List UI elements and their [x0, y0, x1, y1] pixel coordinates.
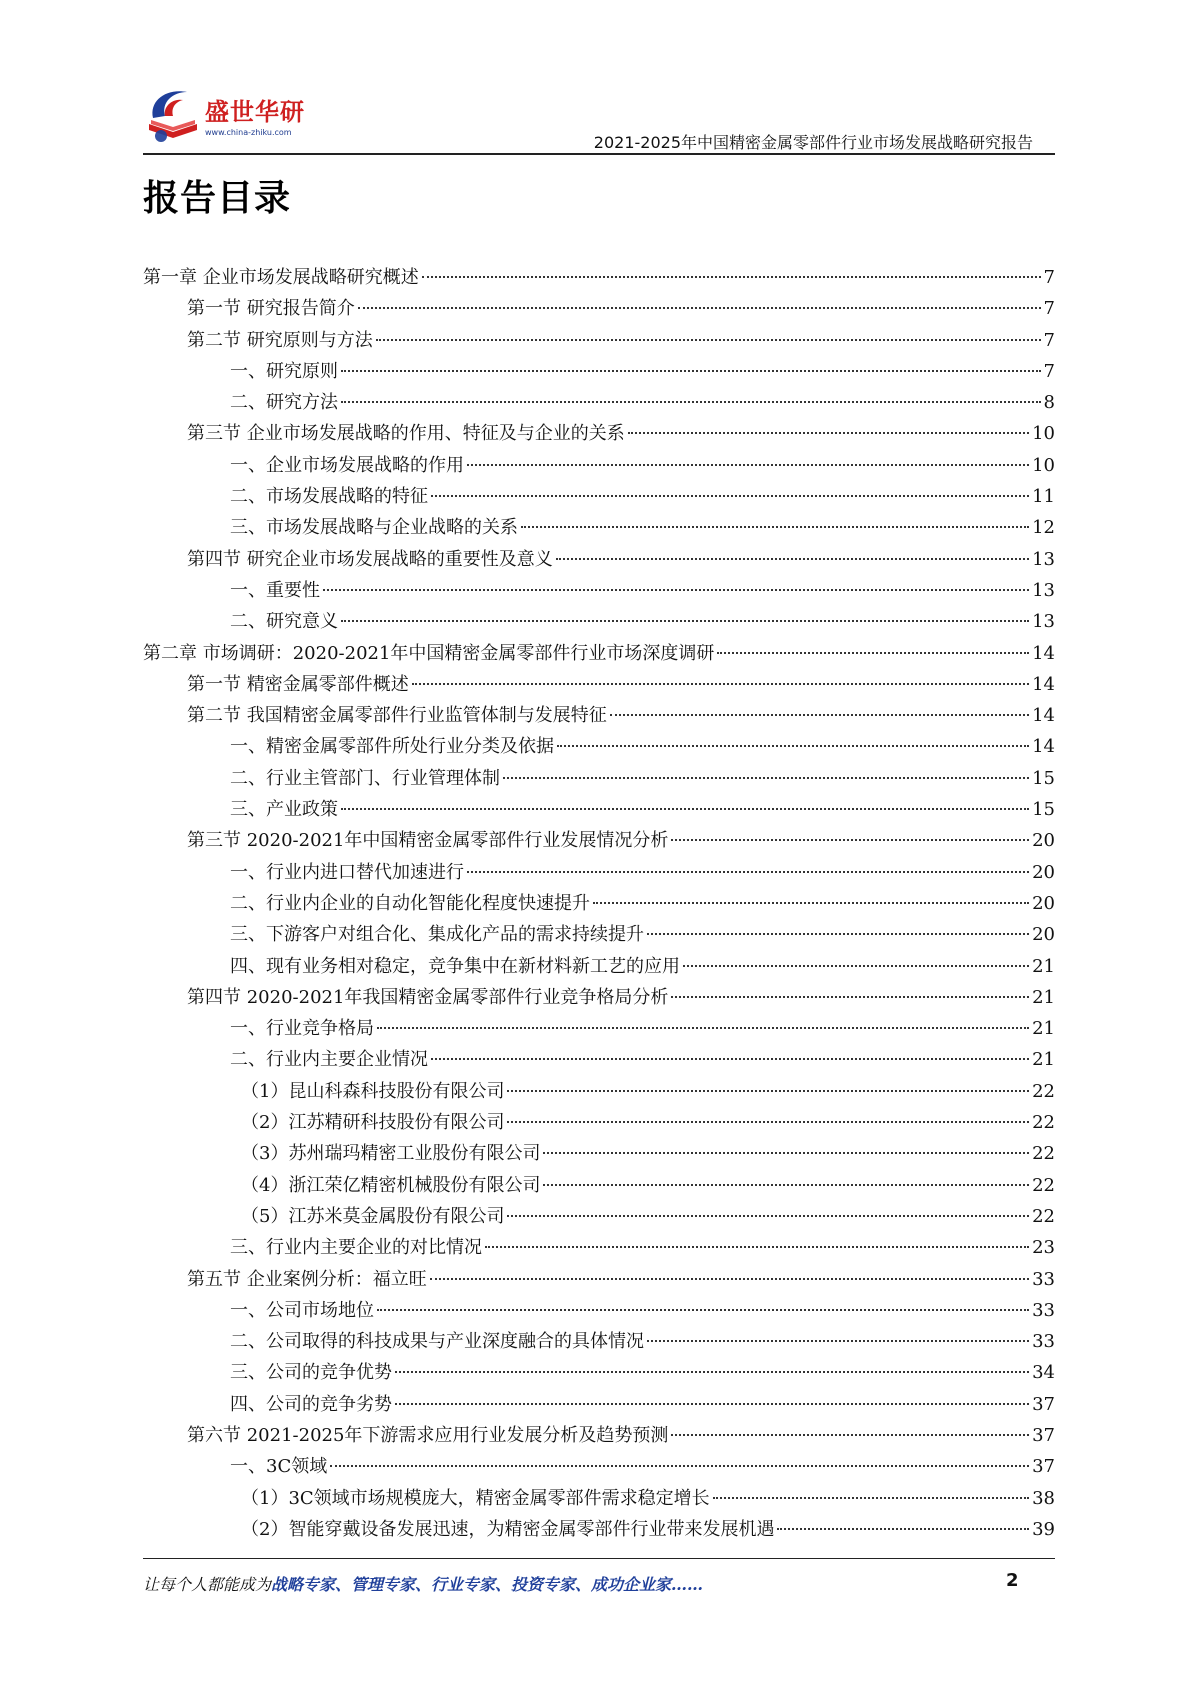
toc-entry-page: 10: [1032, 423, 1055, 445]
toc-entry-page: 7: [1043, 329, 1055, 351]
toc-entry-page: 13: [1032, 579, 1055, 601]
toc-entry[interactable]: [143, 825, 1055, 856]
toc-entry-page: 22: [1032, 1205, 1055, 1227]
page-header: [143, 78, 1055, 158]
toc-entry-label: 第四节 研究企业市场发展战略的重要性及意义: [187, 548, 553, 570]
toc-entry[interactable]: [143, 669, 1055, 700]
toc-entry-label: 三、下游客户对组合化、集成化产品的需求持续提升: [230, 924, 644, 946]
toc-entry-label: 一、公司市场地位: [230, 1299, 374, 1321]
toc-entry[interactable]: [143, 356, 1055, 387]
toc-entry-page: 14: [1032, 705, 1055, 727]
toc-entry-label: 一、行业内进口替代加速进行: [230, 861, 464, 883]
logo-url: www.china-zhiku.com: [205, 128, 292, 137]
toc-entry-label: 三、市场发展战略与企业战略的关系: [230, 517, 518, 539]
toc-entry-label: 第三节 企业市场发展战略的作用、特征及与企业的关系: [187, 423, 625, 445]
toc-entry[interactable]: [143, 544, 1055, 575]
toc-leader-dots: [713, 1497, 1029, 1499]
toc-leader-dots: [507, 1121, 1029, 1123]
toc-entry[interactable]: [143, 731, 1055, 762]
toc-entry[interactable]: [143, 418, 1055, 449]
toc-entry-page: 7: [1043, 267, 1055, 288]
toc-entry-label: （5）江苏米莫金属股份有限公司: [241, 1205, 505, 1227]
toc-entry[interactable]: [143, 763, 1055, 794]
toc-entry[interactable]: [143, 1451, 1055, 1482]
toc-leader-dots: [395, 1403, 1029, 1405]
toc-entry[interactable]: [143, 481, 1055, 512]
slogan-lead: 让每个人都能成为: [143, 1575, 272, 1594]
toc-entry[interactable]: [143, 1076, 1055, 1107]
toc-entry-label: （1）3C领域市场规模庞大，精密金属零部件需求稳定增长: [241, 1487, 710, 1509]
toc-entry[interactable]: [143, 1326, 1055, 1357]
toc-entry[interactable]: [143, 1013, 1055, 1044]
toc-leader-dots: [647, 1340, 1029, 1342]
toc-leader-dots: [422, 276, 1041, 278]
toc-entry[interactable]: [143, 951, 1055, 982]
toc-entry[interactable]: [143, 512, 1055, 543]
toc-leader-dots: [323, 589, 1029, 591]
footer-slogan: [143, 1572, 703, 1595]
toc-leader-dots: [376, 339, 1041, 341]
toc-entry-label: 第一节 研究报告简介: [187, 298, 355, 320]
toc-entry-page: 11: [1032, 486, 1055, 508]
toc-leader-dots: [377, 1309, 1029, 1311]
toc-leader-dots: [671, 1434, 1029, 1436]
report-title: 2021-2025年中国精密金属零部件行业市场发展战略研究报告: [593, 133, 1033, 152]
toc-entry-page: 22: [1032, 1143, 1055, 1165]
toc-entry[interactable]: [143, 888, 1055, 919]
toc-leader-dots: [628, 432, 1029, 434]
toc-entry[interactable]: [143, 325, 1055, 356]
toc-entry-label: 二、行业内主要企业情况: [230, 1049, 428, 1071]
toc-entry-page: 14: [1032, 673, 1055, 695]
toc-entry-page: 37: [1032, 1393, 1055, 1415]
toc-entry-label: 一、研究原则: [230, 360, 338, 382]
toc-entry-page: 15: [1032, 767, 1055, 789]
toc-entry[interactable]: [143, 638, 1055, 669]
toc-leader-dots: [430, 1278, 1029, 1280]
toc-entry[interactable]: [143, 387, 1055, 418]
toc-entry-page: 21: [1032, 955, 1055, 977]
toc-entry-page: 22: [1032, 1080, 1055, 1102]
toc-entry-label: 二、研究意义: [230, 611, 338, 633]
toc-entry-page: 20: [1032, 892, 1055, 914]
toc-leader-dots: [593, 902, 1029, 904]
toc-entry-label: 二、市场发展战略的特征: [230, 486, 428, 508]
toc-entry[interactable]: [143, 1357, 1055, 1388]
toc-leader-dots: [777, 1528, 1029, 1530]
toc-entry-page: 7: [1043, 360, 1055, 382]
toc-entry[interactable]: [143, 1295, 1055, 1326]
toc-leader-dots: [467, 464, 1029, 466]
toc-entry-page: 14: [1032, 736, 1055, 758]
toc-leader-dots: [507, 1215, 1029, 1217]
toc-entry-page: 10: [1032, 454, 1055, 476]
toc-leader-dots: [431, 495, 1029, 497]
toc-entry[interactable]: [143, 1264, 1055, 1295]
toc-entry-label: 一、重要性: [230, 579, 320, 601]
toc-leader-dots: [610, 714, 1029, 716]
toc-entry-page: 7: [1043, 298, 1055, 320]
toc-entry-page: 20: [1032, 861, 1055, 883]
toc-entry-label: 三、行业内主要企业的对比情况: [230, 1237, 482, 1259]
toc-leader-dots: [543, 1152, 1029, 1154]
toc-entry[interactable]: [143, 794, 1055, 825]
toc-entry-label: （2）江苏精研科技股份有限公司: [241, 1112, 505, 1134]
toc-entry[interactable]: [143, 1420, 1055, 1451]
toc-entry-label: 第三节 2020-2021年中国精密金属零部件行业发展情况分析: [187, 830, 669, 852]
toc-entry-page: 33: [1032, 1268, 1055, 1290]
toc-entry-label: （3）苏州瑞玛精密工业股份有限公司: [241, 1143, 541, 1165]
toc-entry-page: 20: [1032, 830, 1055, 852]
header-divider: [143, 153, 1055, 155]
toc-leader-dots: [330, 1465, 1029, 1467]
toc-entry-label: 四、公司的竞争劣势: [230, 1393, 392, 1415]
toc-leader-dots: [377, 1027, 1029, 1029]
toc-leader-dots: [485, 1246, 1029, 1248]
toc-entry-page: 34: [1032, 1362, 1055, 1384]
toc-entry-label: 二、行业主管部门、行业管理体制: [230, 767, 500, 789]
toc-entry-label: 第一节 精密金属零部件概述: [187, 673, 409, 695]
toc-leader-dots: [556, 558, 1029, 560]
toc-entry[interactable]: [143, 1044, 1055, 1075]
toc-entry-page: 37: [1032, 1424, 1055, 1446]
toc-entry-page: 21: [1032, 986, 1055, 1008]
toc-entry-page: 21: [1032, 1018, 1055, 1040]
toc-entry[interactable]: [143, 1389, 1055, 1420]
toc-entry[interactable]: [143, 450, 1055, 481]
toc-leader-dots: [358, 307, 1041, 309]
page-number: 2: [1006, 1570, 1019, 1591]
toc-entry-label: （4）浙江荣亿精密机械股份有限公司: [241, 1174, 541, 1196]
toc-entry-label: 一、3C领域: [230, 1456, 328, 1478]
toc-entry-label: 一、企业市场发展战略的作用: [230, 454, 464, 476]
toc-entry-label: 二、行业内企业的自动化智能化程度快速提升: [230, 892, 590, 914]
company-logo: [143, 84, 313, 148]
toc-entry[interactable]: [143, 606, 1055, 637]
toc-leader-dots: [507, 1090, 1029, 1092]
toc-entry-label: 第四节 2020-2021年我国精密金属零部件行业竞争格局分析: [187, 986, 669, 1008]
toc-leader-dots: [647, 933, 1029, 935]
toc-entry-label: 一、行业竞争格局: [230, 1018, 374, 1040]
toc-entry[interactable]: [143, 1483, 1055, 1514]
toc-entry-label: 二、研究方法: [230, 392, 338, 414]
toc-entry-page: 37: [1032, 1456, 1055, 1478]
toc-entry-page: 8: [1043, 392, 1055, 414]
toc-entry[interactable]: [143, 1201, 1055, 1232]
slogan-emphasis: 战略专家、管理专家、行业专家、投资专家、成功企业家……: [271, 1575, 704, 1594]
toc-leader-dots: [341, 808, 1029, 810]
toc-entry-page: 33: [1032, 1331, 1055, 1353]
toc-leader-dots: [683, 965, 1029, 967]
toc-entry-page: 13: [1032, 611, 1055, 633]
toc-entry-label: 一、精密金属零部件所处行业分类及依据: [230, 736, 554, 758]
toc-entry[interactable]: [143, 575, 1055, 606]
toc-leader-dots: [341, 620, 1029, 622]
toc-entry-page: 21: [1032, 1049, 1055, 1071]
toc-entry-label: 第二节 我国精密金属零部件行业监管体制与发展特征: [187, 705, 607, 727]
toc-leader-dots: [557, 745, 1029, 747]
toc-entry[interactable]: [143, 293, 1055, 324]
toc-leader-dots: [341, 401, 1041, 403]
footer-divider: [143, 1558, 1055, 1559]
toc-entry-page: 22: [1032, 1112, 1055, 1134]
toc-leader-dots: [671, 839, 1029, 841]
toc-entry-label: 四、现有业务相对稳定，竞争集中在新材料新工艺的应用: [230, 955, 680, 977]
toc-entry-page: 38: [1032, 1487, 1055, 1509]
toc-entry-label: 二、公司取得的科技成果与产业深度融合的具体情况: [230, 1331, 644, 1353]
toc-entry-label: （2）智能穿戴设备发展迅速，为精密金属零部件行业带来发展机遇: [241, 1518, 775, 1540]
toc-leader-dots: [431, 1058, 1029, 1060]
toc-leader-dots: [671, 996, 1029, 998]
toc-leader-dots: [341, 370, 1041, 372]
toc-leader-dots: [521, 526, 1029, 528]
toc-entry-label: 第一章 企业市场发展战略研究概述: [143, 267, 419, 288]
toc-entry-page: 13: [1032, 548, 1055, 570]
toc-entry[interactable]: [143, 1232, 1055, 1263]
book-swoosh-logo-icon: [143, 84, 207, 148]
toc-entry-page: 12: [1032, 517, 1055, 539]
toc-entry[interactable]: [143, 1138, 1055, 1169]
toc-entry[interactable]: [143, 919, 1055, 950]
toc-entry-label: 第五节 企业案例分析：福立旺: [187, 1268, 427, 1290]
toc-entry-page: 23: [1032, 1237, 1055, 1259]
logo-text: 盛世华研: [205, 98, 305, 126]
toc-entry-page: 33: [1032, 1299, 1055, 1321]
toc-leader-dots: [467, 871, 1029, 873]
toc-entry[interactable]: [143, 982, 1055, 1013]
toc-entry[interactable]: [143, 1514, 1055, 1545]
toc-entry[interactable]: [143, 857, 1055, 888]
toc-leader-dots: [543, 1184, 1029, 1186]
toc-entry[interactable]: [143, 262, 1055, 293]
toc-entry-page: 22: [1032, 1174, 1055, 1196]
toc-entry-label: 三、公司的竞争优势: [230, 1362, 392, 1384]
toc-entry-page: 15: [1032, 799, 1055, 821]
toc-entry-page: 20: [1032, 924, 1055, 946]
toc-leader-dots: [412, 683, 1029, 685]
toc-entry-page: 14: [1032, 642, 1055, 664]
toc-entry-page: 39: [1032, 1518, 1055, 1540]
toc-entry-label: （1）昆山科森科技股份有限公司: [241, 1080, 505, 1102]
toc-leader-dots: [503, 777, 1029, 779]
toc-entry[interactable]: [143, 700, 1055, 731]
toc-entry[interactable]: [143, 1170, 1055, 1201]
toc-entry-label: 第六节 2021-2025年下游需求应用行业发展分析及趋势预测: [187, 1424, 669, 1446]
toc-entry-label: 第二章 市场调研：2020-2021年中国精密金属零部件行业市场深度调研: [143, 642, 715, 664]
toc-entry[interactable]: [143, 1107, 1055, 1138]
toc-leader-dots: [717, 652, 1029, 654]
toc-leader-dots: [395, 1371, 1029, 1373]
toc-entry-label: 三、产业政策: [230, 799, 338, 821]
page-title: 报告目录: [143, 178, 292, 219]
toc-entry-label: 第二节 研究原则与方法: [187, 329, 373, 351]
table-of-contents: [143, 262, 1055, 1545]
